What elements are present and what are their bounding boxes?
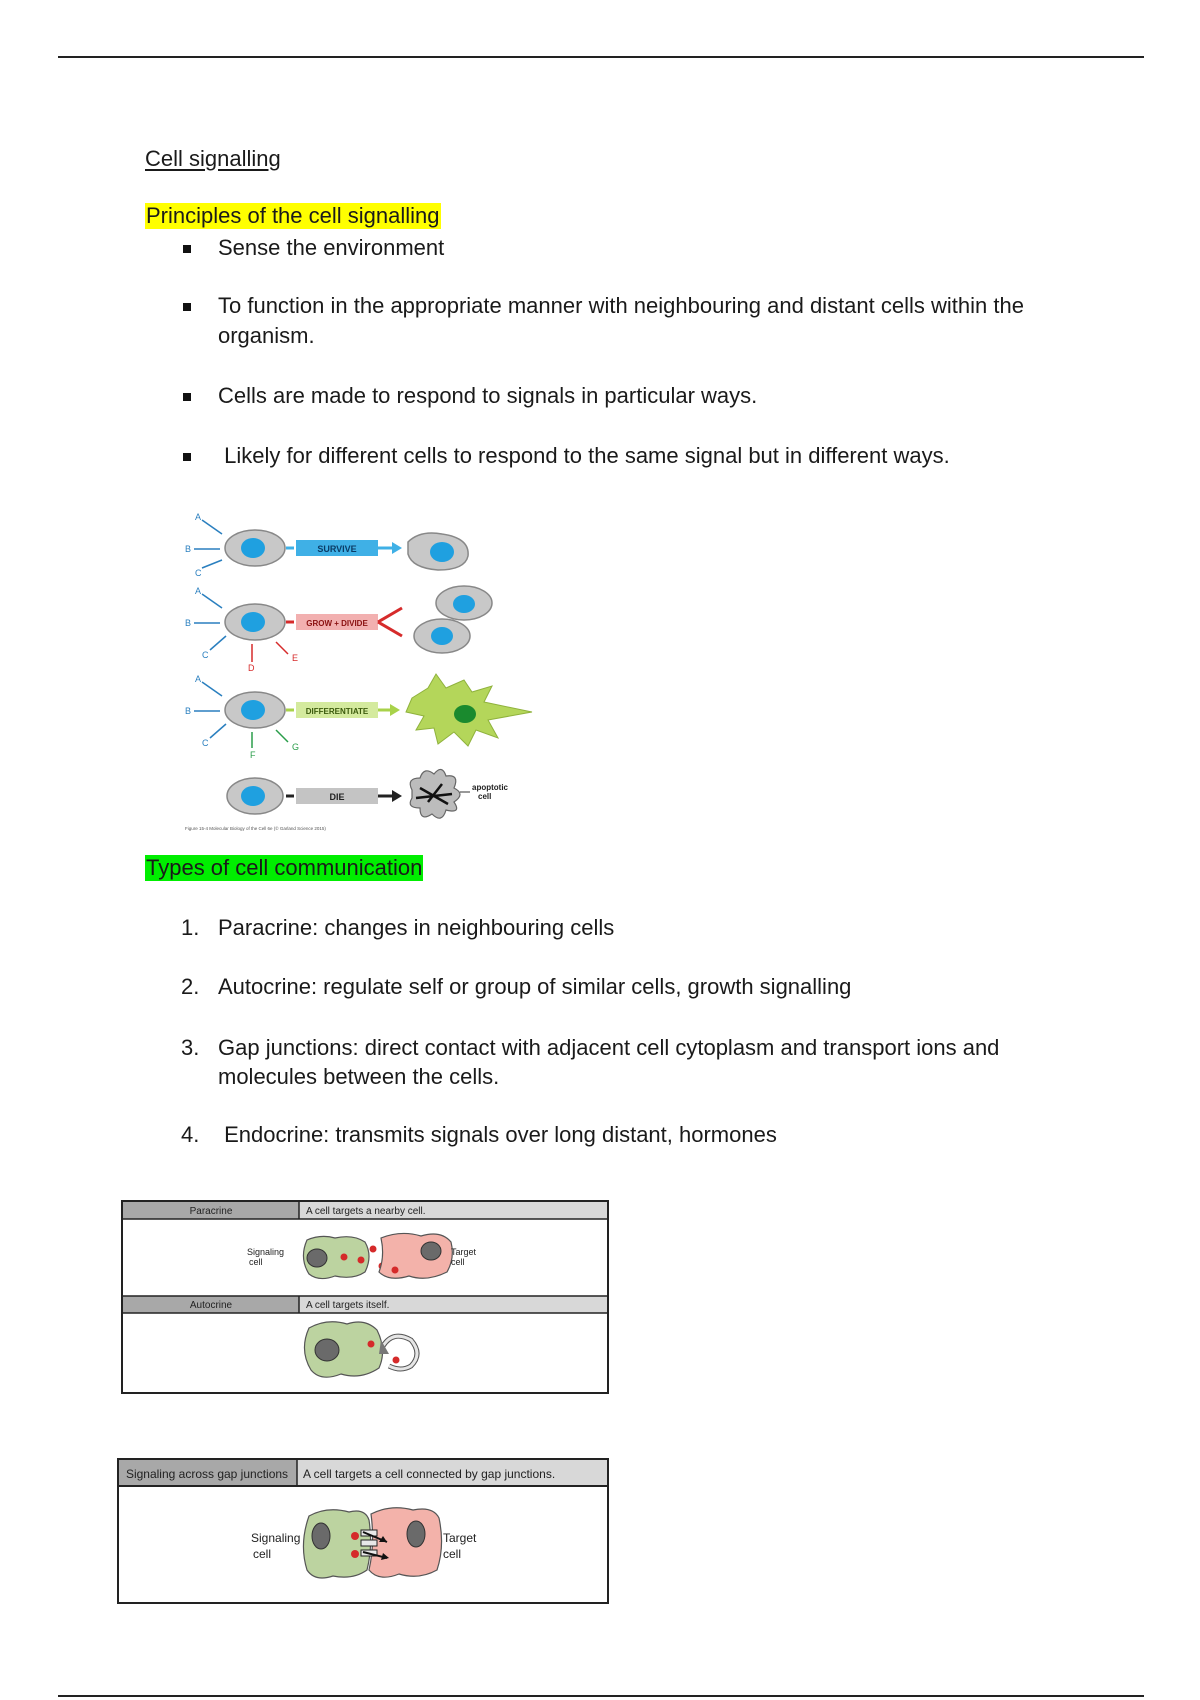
signal-letter: D xyxy=(248,663,255,673)
signal-letter: C xyxy=(195,568,202,578)
header-rule xyxy=(58,56,1144,58)
bullet-item-4: Likely for different cells to respond to the same signal but in different ways. xyxy=(218,443,950,468)
nucleus xyxy=(315,1339,339,1361)
list-item-paracrine: Paracrine: changes in neighbouring cells xyxy=(218,915,615,940)
survive-label: SURVIVE xyxy=(317,544,357,554)
paracrine-autocrine-figure xyxy=(121,1200,609,1394)
footer-rule xyxy=(58,1695,1144,1697)
nucleus xyxy=(241,538,265,558)
bullet-marker xyxy=(183,453,191,461)
die-row xyxy=(227,769,509,818)
gap-junction-figure xyxy=(117,1458,609,1604)
nucleus xyxy=(453,595,475,613)
signal-letter: B xyxy=(185,618,192,628)
target-cell-label: cell xyxy=(443,1547,462,1561)
signal-letter: B xyxy=(185,544,192,554)
signaling-cell-label: Signaling xyxy=(247,1247,285,1257)
signal-letter: E xyxy=(292,653,299,663)
target-cell xyxy=(379,1233,452,1278)
cell-fate-figure xyxy=(180,508,540,838)
signal-letter: F xyxy=(250,750,256,760)
list-number: 1. xyxy=(181,915,200,940)
bullet-item-1: Sense the environment xyxy=(218,235,445,260)
nucleus xyxy=(407,1521,425,1547)
nucleus xyxy=(312,1523,330,1549)
signal-letter: C xyxy=(202,738,209,748)
differentiate-label: DIFFERENTIATE xyxy=(305,707,369,716)
nucleus xyxy=(307,1249,327,1267)
gap-junction-channel xyxy=(361,1540,377,1546)
bullet-marker xyxy=(183,393,191,401)
signal-letter: A xyxy=(195,674,202,684)
nucleus xyxy=(421,1242,441,1260)
signal-letter: A xyxy=(195,586,202,596)
autocrine-label: Autocrine xyxy=(189,1300,233,1311)
apoptotic-label: apoptotic xyxy=(472,783,508,792)
nucleus xyxy=(431,627,453,645)
target-cell xyxy=(369,1508,442,1577)
list-item-autocrine: Autocrine: regulate self or group of similar cells, growth signalling xyxy=(218,974,852,999)
signal-letter: B xyxy=(185,706,192,716)
survive-row xyxy=(185,512,468,578)
paracrine-description: A cell targets a nearby cell. xyxy=(306,1206,426,1217)
paracrine-label: Paracrine xyxy=(189,1206,233,1217)
list-item-gap-junctions: Gap junctions: direct contact with adjacent cell cytoplasm and transport ions and molecules between the cells. xyxy=(218,1035,1000,1089)
target-cell-label: cell xyxy=(451,1257,465,1267)
communication-heading: Types of cell communication xyxy=(146,855,423,880)
list-item-endocrine: Endocrine: transmits signals over long distant, hormones xyxy=(218,1122,777,1147)
bullet-item-3: Cells are made to respond to signals in particular ways. xyxy=(218,383,758,408)
gap-junction-label: Signaling across gap junctions xyxy=(125,1467,289,1481)
target-cell-label: Target xyxy=(451,1247,477,1257)
nucleus xyxy=(241,700,265,720)
autocrine-description: A cell targets itself. xyxy=(306,1300,390,1311)
gap-junction-description: A cell targets a cell connected by gap junctions. xyxy=(303,1467,556,1481)
bullet-item-2: To function in the appropriate manner with neighbouring and distant cells within the organism. xyxy=(218,293,1024,348)
die-label: DIE xyxy=(329,792,345,802)
bullet-marker xyxy=(183,303,191,311)
grow-divide-row xyxy=(185,586,492,673)
target-cell-label: Target xyxy=(443,1531,477,1545)
nucleus xyxy=(241,786,265,806)
figure-caption: Figure 15-4 Molecular Biology of the Cell 6e (© Garland Science 2015) xyxy=(185,826,326,831)
signaling-cell-label: Signaling xyxy=(251,1531,301,1545)
principles-heading: Principles of the cell signalling xyxy=(146,203,440,228)
apoptotic-label: cell xyxy=(478,792,492,801)
list-number: 2. xyxy=(181,974,200,999)
list-number: 3. xyxy=(181,1035,200,1060)
signaling-cell-label: cell xyxy=(249,1257,263,1267)
differentiate-row xyxy=(185,674,532,760)
signal-letter: A xyxy=(195,512,202,522)
grow-divide-label: GROW + DIVIDE xyxy=(306,619,368,628)
nucleus xyxy=(430,542,454,562)
signal-letter: G xyxy=(292,742,300,752)
nucleus xyxy=(241,612,265,632)
document-title: Cell signalling xyxy=(145,146,281,171)
nucleus xyxy=(454,705,476,723)
bullet-marker xyxy=(183,245,191,253)
signaling-cell-label: cell xyxy=(253,1547,272,1561)
list-number: 4. xyxy=(181,1122,200,1147)
signal-letter: C xyxy=(202,650,209,660)
